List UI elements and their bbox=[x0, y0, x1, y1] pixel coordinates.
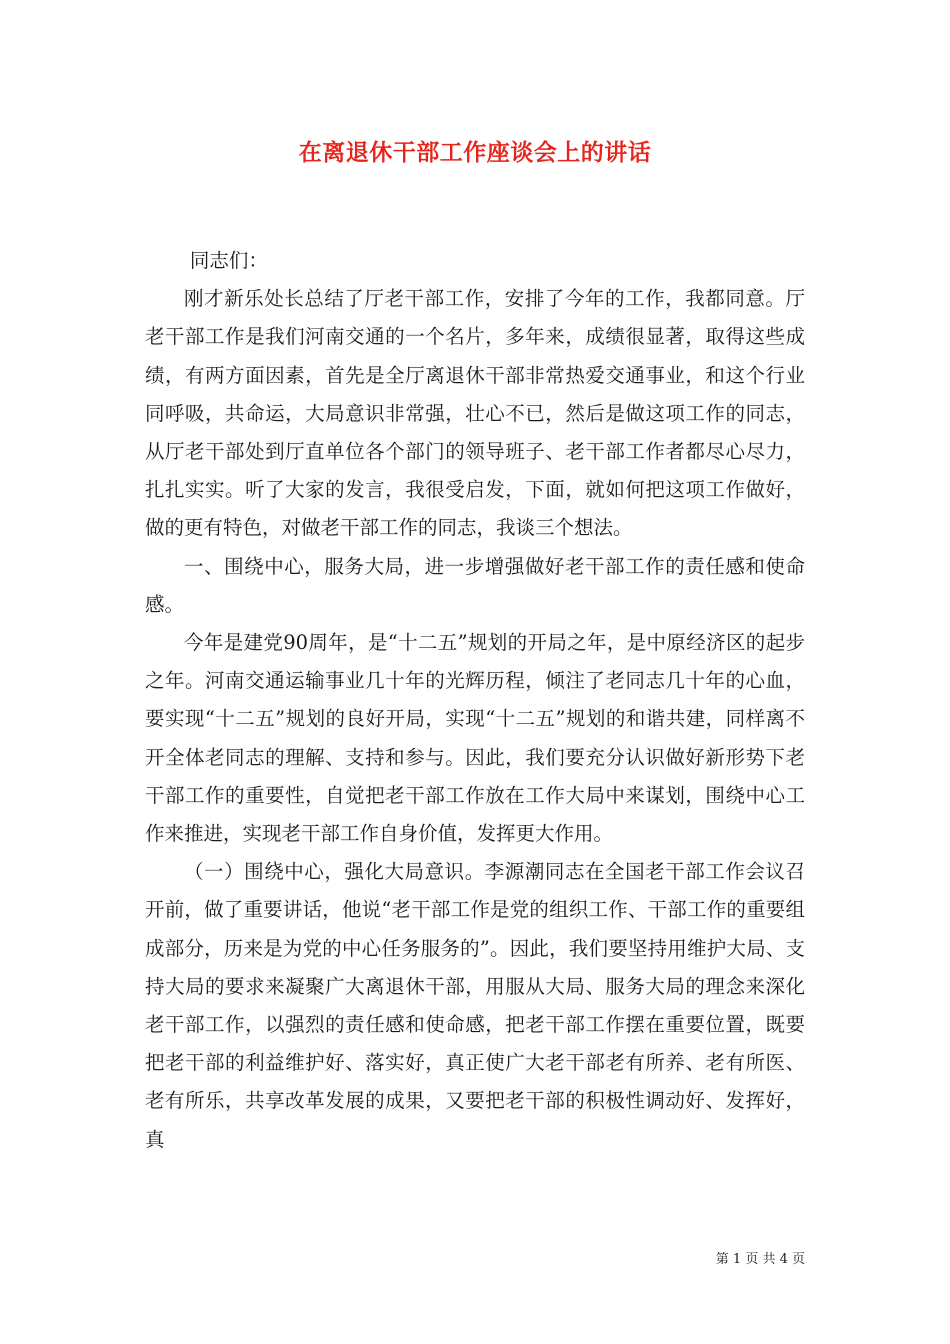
page-number-footer: 第 1 页 共 4 页 bbox=[715, 1252, 805, 1267]
paragraph-4: （一）围绕中心，强化大局意识。李源潮同志在全国老干部工作会议召开前，做了重要讲话，他说“老干部工作是党的组织工作、干部工作的重要组成部分，历来是为党的中心任务服务的”。因此，我们要坚持用维护大局、支持大局的要求来凝聚广大离退休干部，用服从大局、服务大局的理念来深化老干部工作，以强烈的责任感和使命感，把老干部工作摆在重要位置，既要把老干部的利益维护好、落实好，真正使广大老干部老有所养、老有所医、老有所乐，共享改革发展的成果，又要把老干部的积极性调动好、发挥好，真 bbox=[145, 860, 805, 1151]
document-title: 在离退休干部工作座谈会上的讲话 bbox=[298, 139, 652, 166]
paragraph-2: 一、围绕中心，服务大局，进一步增强做好老干部工作的责任感和使命感。 bbox=[145, 554, 805, 616]
salutation: 同志们： bbox=[189, 249, 268, 272]
paragraph-3: 今年是建党90周年，是“十二五”规划的开局之年，是中原经济区的起步之年。河南交通运输事业几十年的光辉历程，倾注了老同志几十年的心血，要实现“十二五”规划的良好开局，实现“十二五”规划的和谐共建，同样离不开全体老同志的理解、支持和参与。因此，我们要充分认识做好新形势下老干部工作的重要性，自觉把老干部工作放在工作大局中来谋划，围绕中心工作来推进，实现老干部工作自身价值，发挥更大作用。 bbox=[145, 631, 805, 846]
document-body bbox=[145, 242, 805, 1159]
paragraph-1: 刚才新乐处长总结了厅老干部工作，安排了今年的工作，我都同意。厅老干部工作是我们河南交通的一个名片，多年来，成绩很显著，取得这些成绩，有两方面因素，首先是全厅离退休干部非常热爱交通事业，和这个行业同呼吸，共命运，大局意识非常强，壮心不已，然后是做这项工作的同志，从厅老干部处到厅直单位各个部门的领导班子、老干部工作者都尽心尽力，扎扎实实。听了大家的发言，我很受启发，下面，就如何把这项工作做好，做的更有特色，对做老干部工作的同志，我谈三个想法。 bbox=[145, 287, 805, 540]
